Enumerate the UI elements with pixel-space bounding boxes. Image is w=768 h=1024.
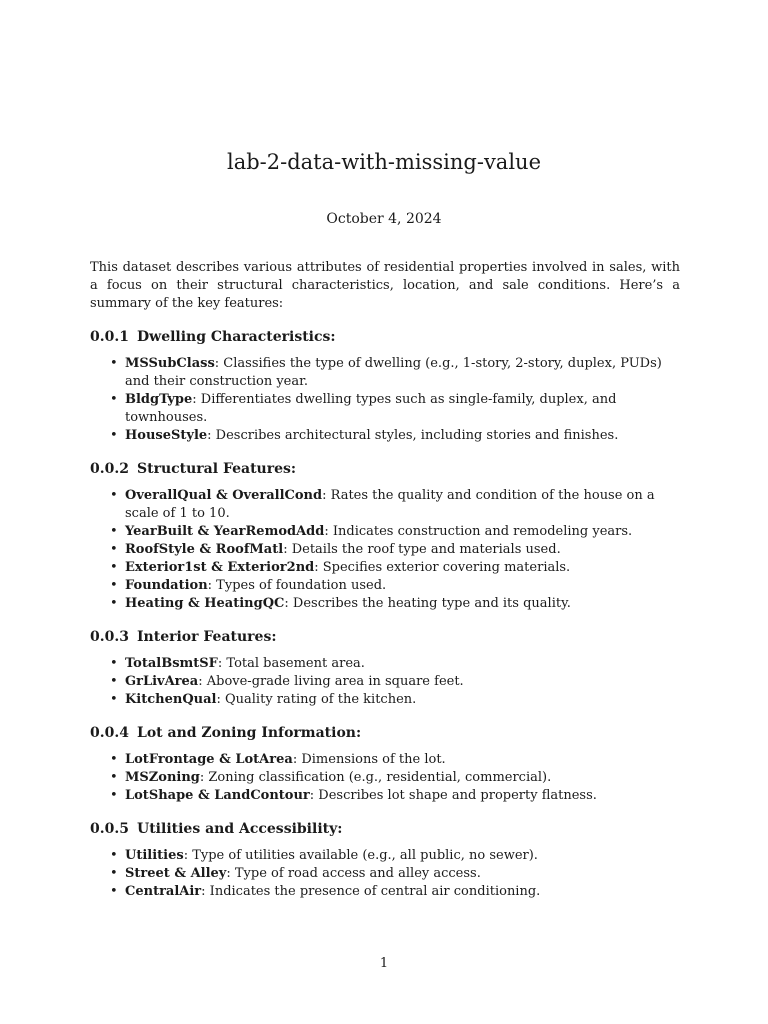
feature-description: : Details the roof type and materials used. — [283, 542, 561, 557]
bullet-list — [90, 487, 680, 613]
bullet-list — [90, 751, 680, 805]
section-title: Utilities and Accessibility: — [137, 821, 343, 837]
document-date: October 4, 2024 — [326, 211, 442, 227]
feature-description: : Type of utilities available (e.g., all public, no sewer). — [183, 848, 538, 863]
feature-term: Heating & HeatingQC — [125, 596, 285, 611]
list-item — [90, 751, 680, 769]
bullet-list — [90, 355, 680, 445]
section-number: 0.0.3 — [90, 629, 129, 645]
bullet-icon: • — [110, 848, 118, 863]
document-title: lab-2-data-with-missing-value — [226, 150, 541, 174]
bullet-icon: • — [110, 356, 118, 371]
feature-description: : Types of foundation used. — [207, 578, 387, 593]
bullet-icon: • — [110, 524, 118, 539]
feature-description: : Describes lot shape and property flatness. — [309, 788, 597, 803]
feature-term: HouseStyle — [125, 428, 208, 443]
list-item — [90, 883, 680, 901]
bullet-icon: • — [110, 488, 118, 503]
feature-description: : Describes the heating type and its quality. — [284, 596, 571, 611]
bullet-icon: • — [110, 788, 118, 803]
intro-paragraph: This dataset describes various attributes of residential properties involved in sales, with a focus on their structural characteristics, location, and sale conditions. Here’s a summary of the key features: — [90, 260, 680, 311]
feature-description: : Specifies exterior covering materials. — [314, 560, 571, 575]
feature-description: : Differentiates dwelling types such as single-family, duplex, and townhouses. — [125, 392, 617, 425]
feature-term: Street & Alley — [125, 866, 227, 881]
section-title: Interior Features: — [137, 629, 277, 645]
feature-description: : Indicates construction and remodeling years. — [324, 524, 633, 539]
section-title: Lot and Zoning Information: — [137, 725, 362, 741]
feature-description: : Classifies the type of dwelling (e.g., 1-story, 2-story, duplex, PUDs) and their construction year. — [125, 356, 662, 389]
feature-description: : Zoning classification (e.g., residential, commercial). — [199, 770, 552, 785]
list-item — [90, 655, 680, 673]
bullet-icon: • — [110, 692, 118, 707]
feature-term: Foundation — [125, 578, 208, 593]
bullet-icon: • — [110, 656, 118, 671]
list-item — [90, 355, 680, 391]
section-number: 0.0.4 — [90, 725, 129, 741]
feature-description: : Rates the quality and condition of the house on a scale of 1 to 10. — [125, 488, 655, 521]
feature-term: YearBuilt & YearRemodAdd — [125, 524, 325, 539]
feature-term: Utilities — [125, 848, 184, 863]
bullet-icon: • — [110, 866, 118, 881]
feature-term: KitchenQual — [125, 692, 217, 707]
section-heading — [90, 327, 680, 347]
section-heading — [90, 459, 680, 479]
bullet-icon: • — [110, 674, 118, 689]
list-item — [90, 559, 680, 577]
feature-description: : Quality rating of the kitchen. — [216, 692, 417, 707]
page-number: 1 — [379, 956, 389, 971]
list-item — [90, 595, 680, 613]
feature-term: GrLivArea — [125, 674, 199, 689]
feature-description: : Dimensions of the lot. — [292, 752, 446, 767]
section-heading — [90, 723, 680, 743]
feature-description: : Describes architectural styles, including stories and finishes. — [207, 428, 619, 443]
bullet-icon: • — [110, 542, 118, 557]
list-item — [90, 487, 680, 523]
feature-description: : Above-grade living area in square feet. — [198, 674, 464, 689]
feature-term: CentralAir — [125, 884, 202, 899]
section-title: Dwelling Characteristics: — [137, 329, 336, 345]
feature-term: LotFrontage & LotArea — [125, 752, 293, 767]
bullet-icon: • — [110, 752, 118, 767]
feature-term: MSZoning — [125, 770, 200, 785]
feature-term: TotalBsmtSF — [125, 656, 218, 671]
feature-term: Exterior1st & Exterior2nd — [125, 560, 315, 575]
list-item — [90, 673, 680, 691]
list-item — [90, 391, 680, 427]
feature-term: RoofStyle & RoofMatl — [125, 542, 284, 557]
feature-term: OverallQual & OverallCond — [125, 488, 323, 503]
section-number: 0.0.1 — [90, 329, 129, 345]
section-heading — [90, 819, 680, 839]
bullet-icon: • — [110, 428, 118, 443]
list-item — [90, 577, 680, 595]
section-heading — [90, 627, 680, 647]
bullet-icon: • — [110, 596, 118, 611]
list-item — [90, 847, 680, 865]
bullet-icon: • — [110, 560, 118, 575]
list-item — [90, 865, 680, 883]
bullet-list — [90, 847, 680, 901]
feature-term: BldgType — [125, 392, 193, 407]
list-item — [90, 691, 680, 709]
list-item — [90, 769, 680, 787]
feature-description: : Indicates the presence of central air conditioning. — [201, 884, 541, 899]
list-item — [90, 523, 680, 541]
section-number: 0.0.5 — [90, 821, 129, 837]
section-title: Structural Features: — [137, 461, 297, 477]
feature-description: : Type of road access and alley access. — [226, 866, 481, 881]
list-item — [90, 541, 680, 559]
list-item — [90, 427, 680, 445]
bullet-icon: • — [110, 578, 118, 593]
list-item — [90, 787, 680, 805]
feature-term: MSSubClass — [125, 356, 215, 371]
document-body — [90, 259, 680, 915]
section-number: 0.0.2 — [90, 461, 129, 477]
feature-description: : Total basement area. — [217, 656, 365, 671]
bullet-icon: • — [110, 770, 118, 785]
bullet-icon: • — [110, 884, 118, 899]
feature-term: LotShape & LandContour — [125, 788, 310, 803]
bullet-icon: • — [110, 392, 118, 407]
sections-container — [90, 327, 680, 901]
bullet-list — [90, 655, 680, 709]
